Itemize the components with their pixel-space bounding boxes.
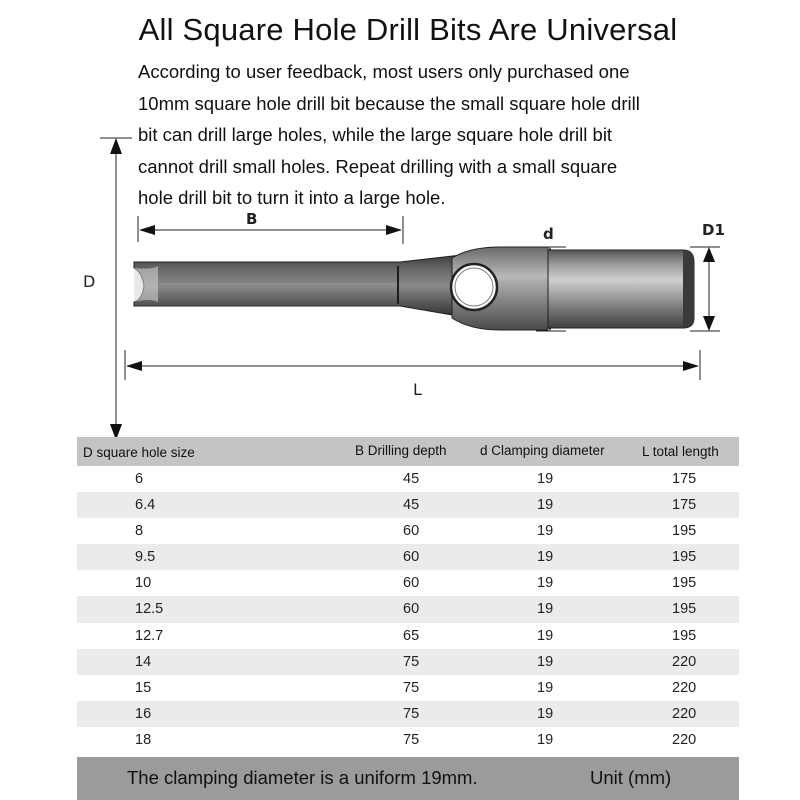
table-header — [77, 437, 739, 466]
table-cell: 195 — [672, 627, 697, 644]
table-cell: 60 — [403, 601, 420, 618]
table-cell: 8 — [135, 523, 144, 540]
table-cell: 14 — [135, 653, 152, 670]
footer-unit: Unit (mm) — [590, 767, 672, 788]
dimension-label-L: L — [413, 380, 422, 399]
table-row — [77, 675, 739, 701]
table-cell: 19 — [537, 549, 554, 566]
drill-bit — [134, 247, 694, 330]
table-cell: 19 — [537, 705, 554, 722]
table-cell: 220 — [672, 679, 697, 696]
table-row — [77, 701, 739, 727]
description-line: cannot drill small holes. Repeat drilling with a small square — [138, 155, 618, 177]
table-cell: 19 — [537, 575, 554, 592]
dimension-D — [100, 138, 132, 440]
table-cell: 45 — [403, 471, 420, 487]
table-row — [77, 544, 739, 570]
table-row — [77, 623, 739, 649]
table-cell: 75 — [403, 731, 420, 748]
table-row — [77, 492, 739, 518]
table-cell: 12.7 — [135, 627, 164, 644]
description-line: hole drill bit to turn it into a large hole. — [138, 187, 446, 208]
header-drilling-depth: B Drilling depth — [355, 443, 447, 458]
table-cell: 195 — [672, 575, 697, 592]
table-cell: 175 — [672, 471, 697, 487]
table-cell: 60 — [403, 549, 420, 566]
table-row — [77, 518, 739, 544]
specification-table — [77, 437, 739, 753]
table-cell: 220 — [672, 653, 697, 670]
table-cell: 60 — [403, 523, 420, 540]
table-cell: 12.5 — [135, 601, 164, 618]
header-clamping-diameter: d Clamping diameter — [480, 443, 605, 458]
table-cell: 195 — [672, 601, 697, 618]
table-cell: 195 — [672, 549, 697, 566]
table-cell: 75 — [403, 679, 420, 696]
table-cell: 75 — [403, 653, 420, 670]
table-row — [77, 570, 739, 596]
dimension-L — [125, 350, 700, 380]
table-cell: 19 — [537, 523, 554, 540]
table-cell: 75 — [403, 705, 420, 722]
table-cell: 19 — [537, 679, 554, 696]
table-cell: 19 — [537, 471, 554, 487]
description-line: bit can drill large holes, while the large square hole drill bit — [138, 124, 613, 145]
table-cell: 6 — [135, 471, 144, 487]
table-cell: 19 — [537, 497, 554, 514]
table-row — [77, 466, 739, 492]
header-square-hole-size: D square hole size — [83, 445, 195, 460]
table-cell: 19 — [537, 627, 554, 644]
dimension-B — [138, 216, 403, 244]
table-cell: 19 — [537, 601, 554, 618]
header-total-length: L total length — [642, 444, 719, 459]
table-cell: 18 — [135, 731, 152, 748]
dimension-label-d: d — [543, 225, 554, 243]
table-cell: 175 — [672, 497, 697, 514]
table-row — [77, 649, 739, 675]
table-footer — [77, 757, 739, 800]
table-cell: 19 — [537, 653, 554, 670]
table-cell: 19 — [537, 731, 554, 748]
table-cell: 220 — [672, 731, 697, 748]
table-cell: 16 — [135, 705, 152, 722]
description-line: According to user feedback, most users only purchased one — [138, 61, 630, 82]
footer-note: The clamping diameter is a uniform 19mm. — [127, 767, 478, 788]
table-cell: 195 — [672, 523, 697, 540]
table-cell: 220 — [672, 705, 697, 722]
table-cell: 65 — [403, 627, 420, 644]
table-cell: 9.5 — [135, 549, 156, 566]
dimension-label-B: B — [246, 210, 258, 228]
table-body — [77, 466, 739, 753]
table-cell: 6.4 — [135, 497, 156, 514]
table-cell: 60 — [403, 575, 420, 592]
page-title: All Square Hole Drill Bits Are Universal — [138, 12, 678, 47]
table-cell: 10 — [135, 575, 152, 592]
table-row — [77, 727, 739, 753]
dimension-label-D: D — [83, 272, 96, 291]
dimension-label-D1: D1 — [702, 221, 725, 239]
table-cell: 15 — [135, 679, 152, 696]
table-cell: 45 — [403, 497, 420, 514]
table-row — [77, 596, 739, 622]
description-line: 10mm square hole drill bit because the small square hole drill — [138, 92, 640, 114]
